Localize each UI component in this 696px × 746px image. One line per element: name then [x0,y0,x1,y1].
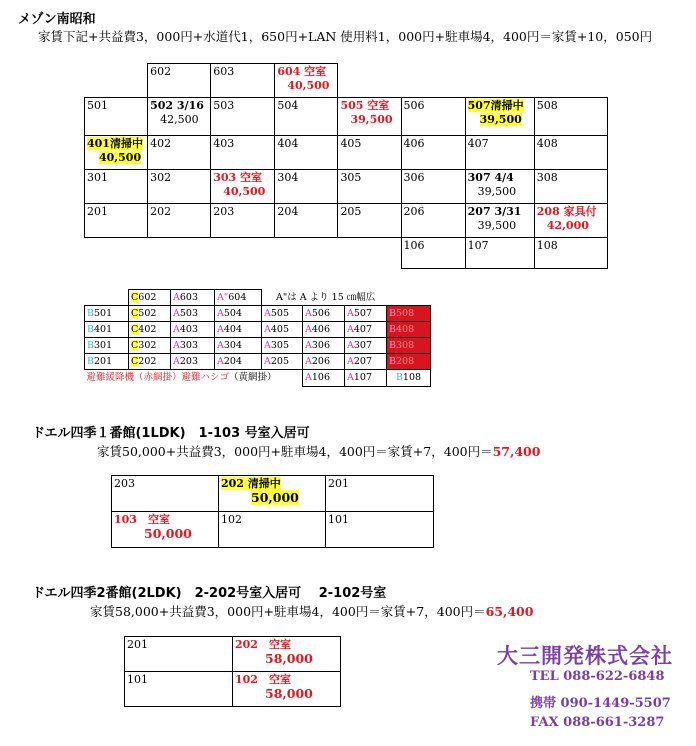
room-label: 408 [536,137,558,150]
room-cell [148,64,211,98]
type-legend: 避難緩降機（赤網掛）避難ハシゴ（黄網掛） [86,372,277,383]
building1-room-grid [84,63,608,269]
room-cell [401,136,465,170]
type-cell: A"604 [215,290,262,306]
building3-rent-total: 65,400 [485,604,534,619]
room-price: 39,500 [350,113,393,126]
room-cell [211,170,275,204]
room-label: 303 空室 [213,171,263,184]
room-cell [233,672,341,707]
room-label: 107 [467,239,489,252]
type-cell: A504 [215,306,262,322]
room-cell [465,204,534,238]
room-label: 604 空室 [277,65,327,78]
empty-cell [85,64,148,98]
room-cell: 102 [219,512,326,548]
building3-title: ドエル四季2番館(2LDK) 2-202号室入居可 2-102号室 [32,586,387,601]
room-label: 502 3/16 [150,99,204,112]
building3-room-grid [124,636,341,707]
room-cell [148,204,211,238]
type-cell: A405 [262,322,303,338]
company-name: 大三開発株式会社 [497,643,673,668]
empty-cell [465,64,534,98]
type-cell: B508 [387,306,431,322]
empty-cell [211,238,275,269]
building2-rent [97,442,540,460]
room-cell [112,512,219,548]
room-cell [401,170,465,204]
room-type-grid [84,289,431,387]
room-cell [401,98,465,136]
room-cell [211,64,275,98]
type-cell: A406 [303,322,345,338]
type-cell: B308 [387,338,431,354]
room-label: 308 [536,171,558,184]
room-cell [338,204,401,238]
room-label: 506 [403,99,425,112]
room-label: 404 [277,137,299,150]
empty-cell [338,238,401,269]
room-label: 405 [340,137,362,150]
room-cell [465,170,534,204]
room-label: 503 [213,99,235,112]
room-cell [534,170,607,204]
type-cell: B401 [85,322,129,338]
room-cell: 201 [125,637,233,672]
room-cell [275,204,338,238]
type-cell: A507 [345,306,387,322]
room-cell [85,98,148,136]
room-label: 106 [403,239,425,252]
room-cell [275,98,338,136]
room-cell: 203 [112,476,219,512]
building2-rent-total: 57,400 [492,444,541,459]
room-label: 603 [213,65,235,78]
type-cell: A106 [303,370,345,387]
type-cell: C402 [129,322,171,338]
room-label: 501 [87,99,108,112]
type-cell: B501 [85,306,129,322]
type-cell: B201 [85,354,129,370]
room-label: 305 [340,171,362,184]
room-cell [401,238,465,269]
room-price: 39,500 [479,113,522,126]
room-price: 58,000 [265,651,313,666]
room-cell [275,64,338,98]
room-label: 401清掃中 [87,137,143,150]
room-cell [534,98,607,136]
empty-cell [534,64,607,98]
room-price: 50,000 [144,526,192,541]
type-cell: A206 [303,354,345,370]
building2-rent-formula: 家賃50,000+共益費3，000円+駐車場4，400円＝家賃+7，400円＝ [97,444,493,459]
room-cell [85,136,148,170]
room-label: 307 4/4 [467,171,514,184]
room-label: 407 [467,137,489,150]
type-cell: A207 [345,354,387,370]
room-price: 42,500 [160,113,199,126]
room-cell [534,204,607,238]
room-cell [338,98,401,136]
room-label: 206 [403,205,425,218]
building1-title: メゾン南昭和 [18,12,96,27]
empty-cell [85,238,148,269]
room-cell [275,170,338,204]
building2-title: ドエル四季１番館(1LDK) 1-103 号室入居可 [32,426,310,441]
company-mobile: 携帯 090-1449-5507 [530,696,671,711]
room-cell [211,136,275,170]
room-cell [338,136,401,170]
building2-room-grid [111,475,434,548]
room-label: 102 空室 [235,673,291,686]
empty-cell [338,64,401,98]
room-label: 507清掃中 [467,99,524,112]
room-label: 306 [403,171,425,184]
type-cell: A305 [262,338,303,354]
room-label: 302 [150,171,172,184]
type-cell: A506 [303,306,345,322]
room-cell [211,204,275,238]
type-cell: A303 [171,338,215,354]
room-price: 58,000 [265,686,313,701]
type-cell: C302 [129,338,171,354]
room-cell [85,170,148,204]
type-cell: C602 [129,290,171,306]
room-cell [148,98,211,136]
type-cell: B108 [387,370,431,387]
room-cell [233,637,341,672]
room-label: 201 [87,205,108,218]
room-label: 207 3/31 [467,205,522,218]
type-cell: A307 [345,338,387,354]
room-price: 40,500 [223,185,266,198]
building1-rent-note: 家賃下記+共益費3，000円+水道代1，650円+LAN 使用料1，000円+駐車場4，400円＝家賃+10，050円 [38,29,653,44]
room-label: 202 [150,205,172,218]
room-label: 406 [403,137,425,150]
room-label: 202 空室 [235,638,291,651]
type-cell: A107 [345,370,387,387]
room-price: 39,500 [477,185,517,198]
room-cell [465,136,534,170]
type-cell: A204 [215,354,262,370]
building3-rent-formula: 家賃58,000+共益費3，000円+駐車場4，400円＝家賃+7，400円＝ [90,604,486,619]
room-label: 304 [277,171,299,184]
room-label: 205 [340,205,362,218]
room-label: 301 [87,171,108,184]
room-price: 39,500 [477,219,517,232]
room-label: 202 清掃中 [221,477,281,490]
room-cell [465,238,534,269]
building3-rent [90,602,533,620]
room-cell [148,136,211,170]
type-cell: B408 [387,322,431,338]
room-cell [534,238,607,269]
room-label: 208 家具付 [536,205,597,218]
type-cell: A205 [262,354,303,370]
room-price: 42,000 [546,219,589,232]
room-label: 103 空室 [114,513,170,526]
room-label: 402 [150,137,172,150]
room-label: 602 [150,65,172,78]
room-label: 508 [536,99,558,112]
company-tel: TEL 088-622-6848 [530,669,665,684]
type-cell: A503 [171,306,215,322]
room-label: 504 [277,99,299,112]
type-cell: A407 [345,322,387,338]
type-cell: A306 [303,338,345,354]
room-cell: 201 [326,476,434,512]
empty-cell [401,64,465,98]
type-cell: A505 [262,306,303,322]
type-cell: B208 [387,354,431,370]
type-cell: A304 [215,338,262,354]
empty-cell [275,238,338,269]
type-cell: C502 [129,306,171,322]
empty-cell [148,238,211,269]
room-cell [401,204,465,238]
type-cell: A403 [171,322,215,338]
room-cell [219,476,326,512]
type-cell: C202 [129,354,171,370]
room-label: 203 [213,205,235,218]
type-note: A"は A より 15 ㎝幅広 [276,291,376,303]
room-label: 108 [536,239,558,252]
company-fax: FAX 088-661-3287 [530,715,665,730]
room-price: 50,000 [251,490,299,505]
room-cell [534,136,607,170]
room-cell: 101 [326,512,434,548]
room-cell: 101 [125,672,233,707]
room-cell [465,98,534,136]
room-price: 40,500 [99,151,142,164]
room-cell [275,136,338,170]
room-label: 403 [213,137,235,150]
room-cell [338,170,401,204]
room-price: 40,500 [287,79,330,92]
room-cell [85,204,148,238]
room-cell [211,98,275,136]
type-cell: B301 [85,338,129,354]
room-label: 204 [277,205,299,218]
type-cell: A404 [215,322,262,338]
room-cell [148,170,211,204]
type-cell: A203 [171,354,215,370]
room-label: 505 空室 [340,99,390,112]
type-cell: A603 [171,290,215,306]
